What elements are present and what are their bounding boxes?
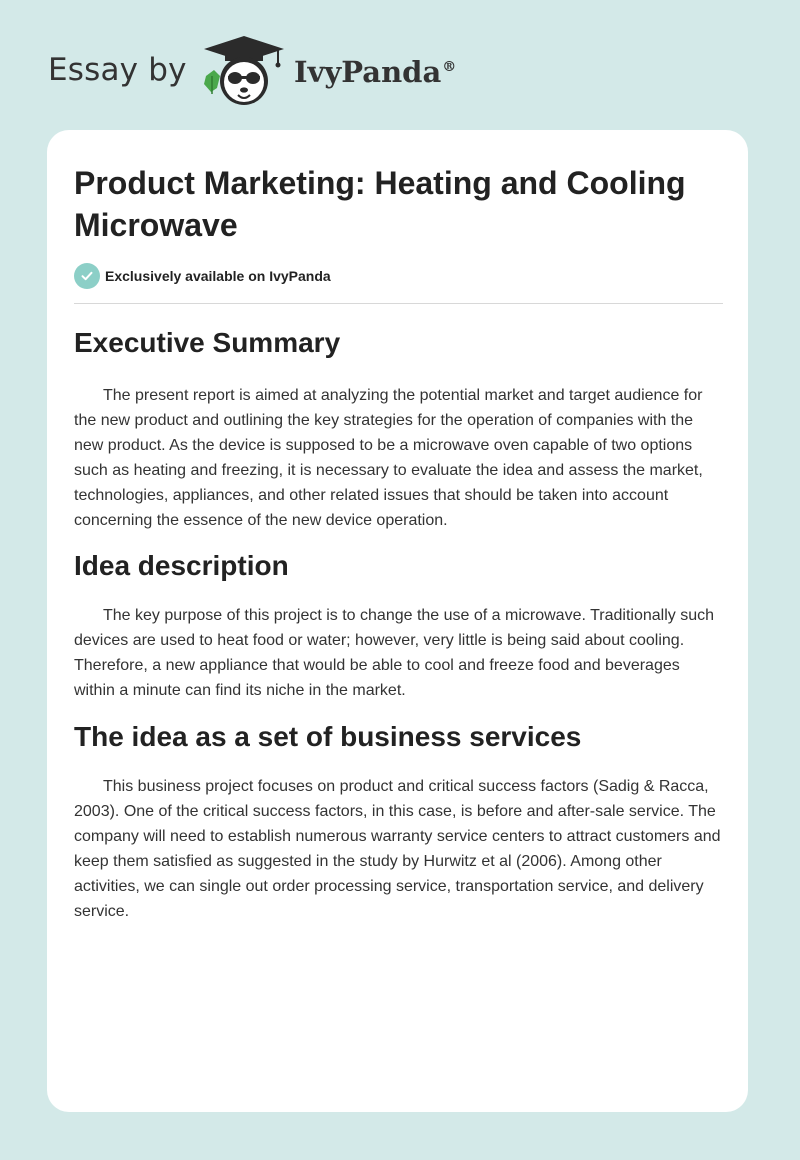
section-paragraph: The key purpose of this project is to change the use of a microwave. Traditionally such devices are used to heat food or water; however, very little is being said about cooling. Therefore, a new appliance that would be able to cool and freeze food and beverages within a minute can find its niche in the market. — [74, 607, 714, 699]
section-business-services — [74, 717, 723, 924]
section-heading: Idea description — [74, 550, 289, 581]
panda-logo-icon — [198, 34, 290, 110]
brand-name: IvyPanda® — [294, 55, 457, 89]
check-circle-icon — [74, 263, 100, 289]
badge-label: Exclusively available on IvyPanda — [105, 268, 331, 284]
section-paragraph: This business project focuses on product and critical success factors (Sadig & Racca, 2003). One of the critical success factors, in this case, is before and after-sale service. The company will need to establish numerous warranty service centers to attract customers and keep them satisfied as suggested in the study by Hurwitz et al (2006). Among other activities, we can single out order processing service, transportation service, and delivery service. — [74, 778, 721, 920]
article-card — [47, 130, 748, 1112]
brand-header[interactable] — [48, 30, 468, 110]
exclusive-badge — [74, 262, 331, 290]
section-heading: The idea as a set of business services — [74, 721, 582, 752]
divider — [74, 303, 723, 304]
page-title: Product Marketing: Heating and Cooling Microwave — [74, 165, 686, 243]
article-body — [74, 323, 723, 924]
section-idea-description — [74, 546, 723, 703]
section-executive-summary — [74, 323, 723, 533]
brand-prefix: Essay by — [48, 52, 187, 88]
section-heading: Executive Summary — [74, 327, 341, 358]
section-paragraph: The present report is aimed at analyzing the potential market and target audience for the new product and outlining the key strategies for the operation of companies with the new product. As the device is supposed to be a microwave oven capable of two options such as heating and freezing, it is necessary to evaluate the idea and assess the market, technologies, appliances, and other related issues that should be taken into account concerning the essence of the new device operation. — [74, 387, 703, 529]
